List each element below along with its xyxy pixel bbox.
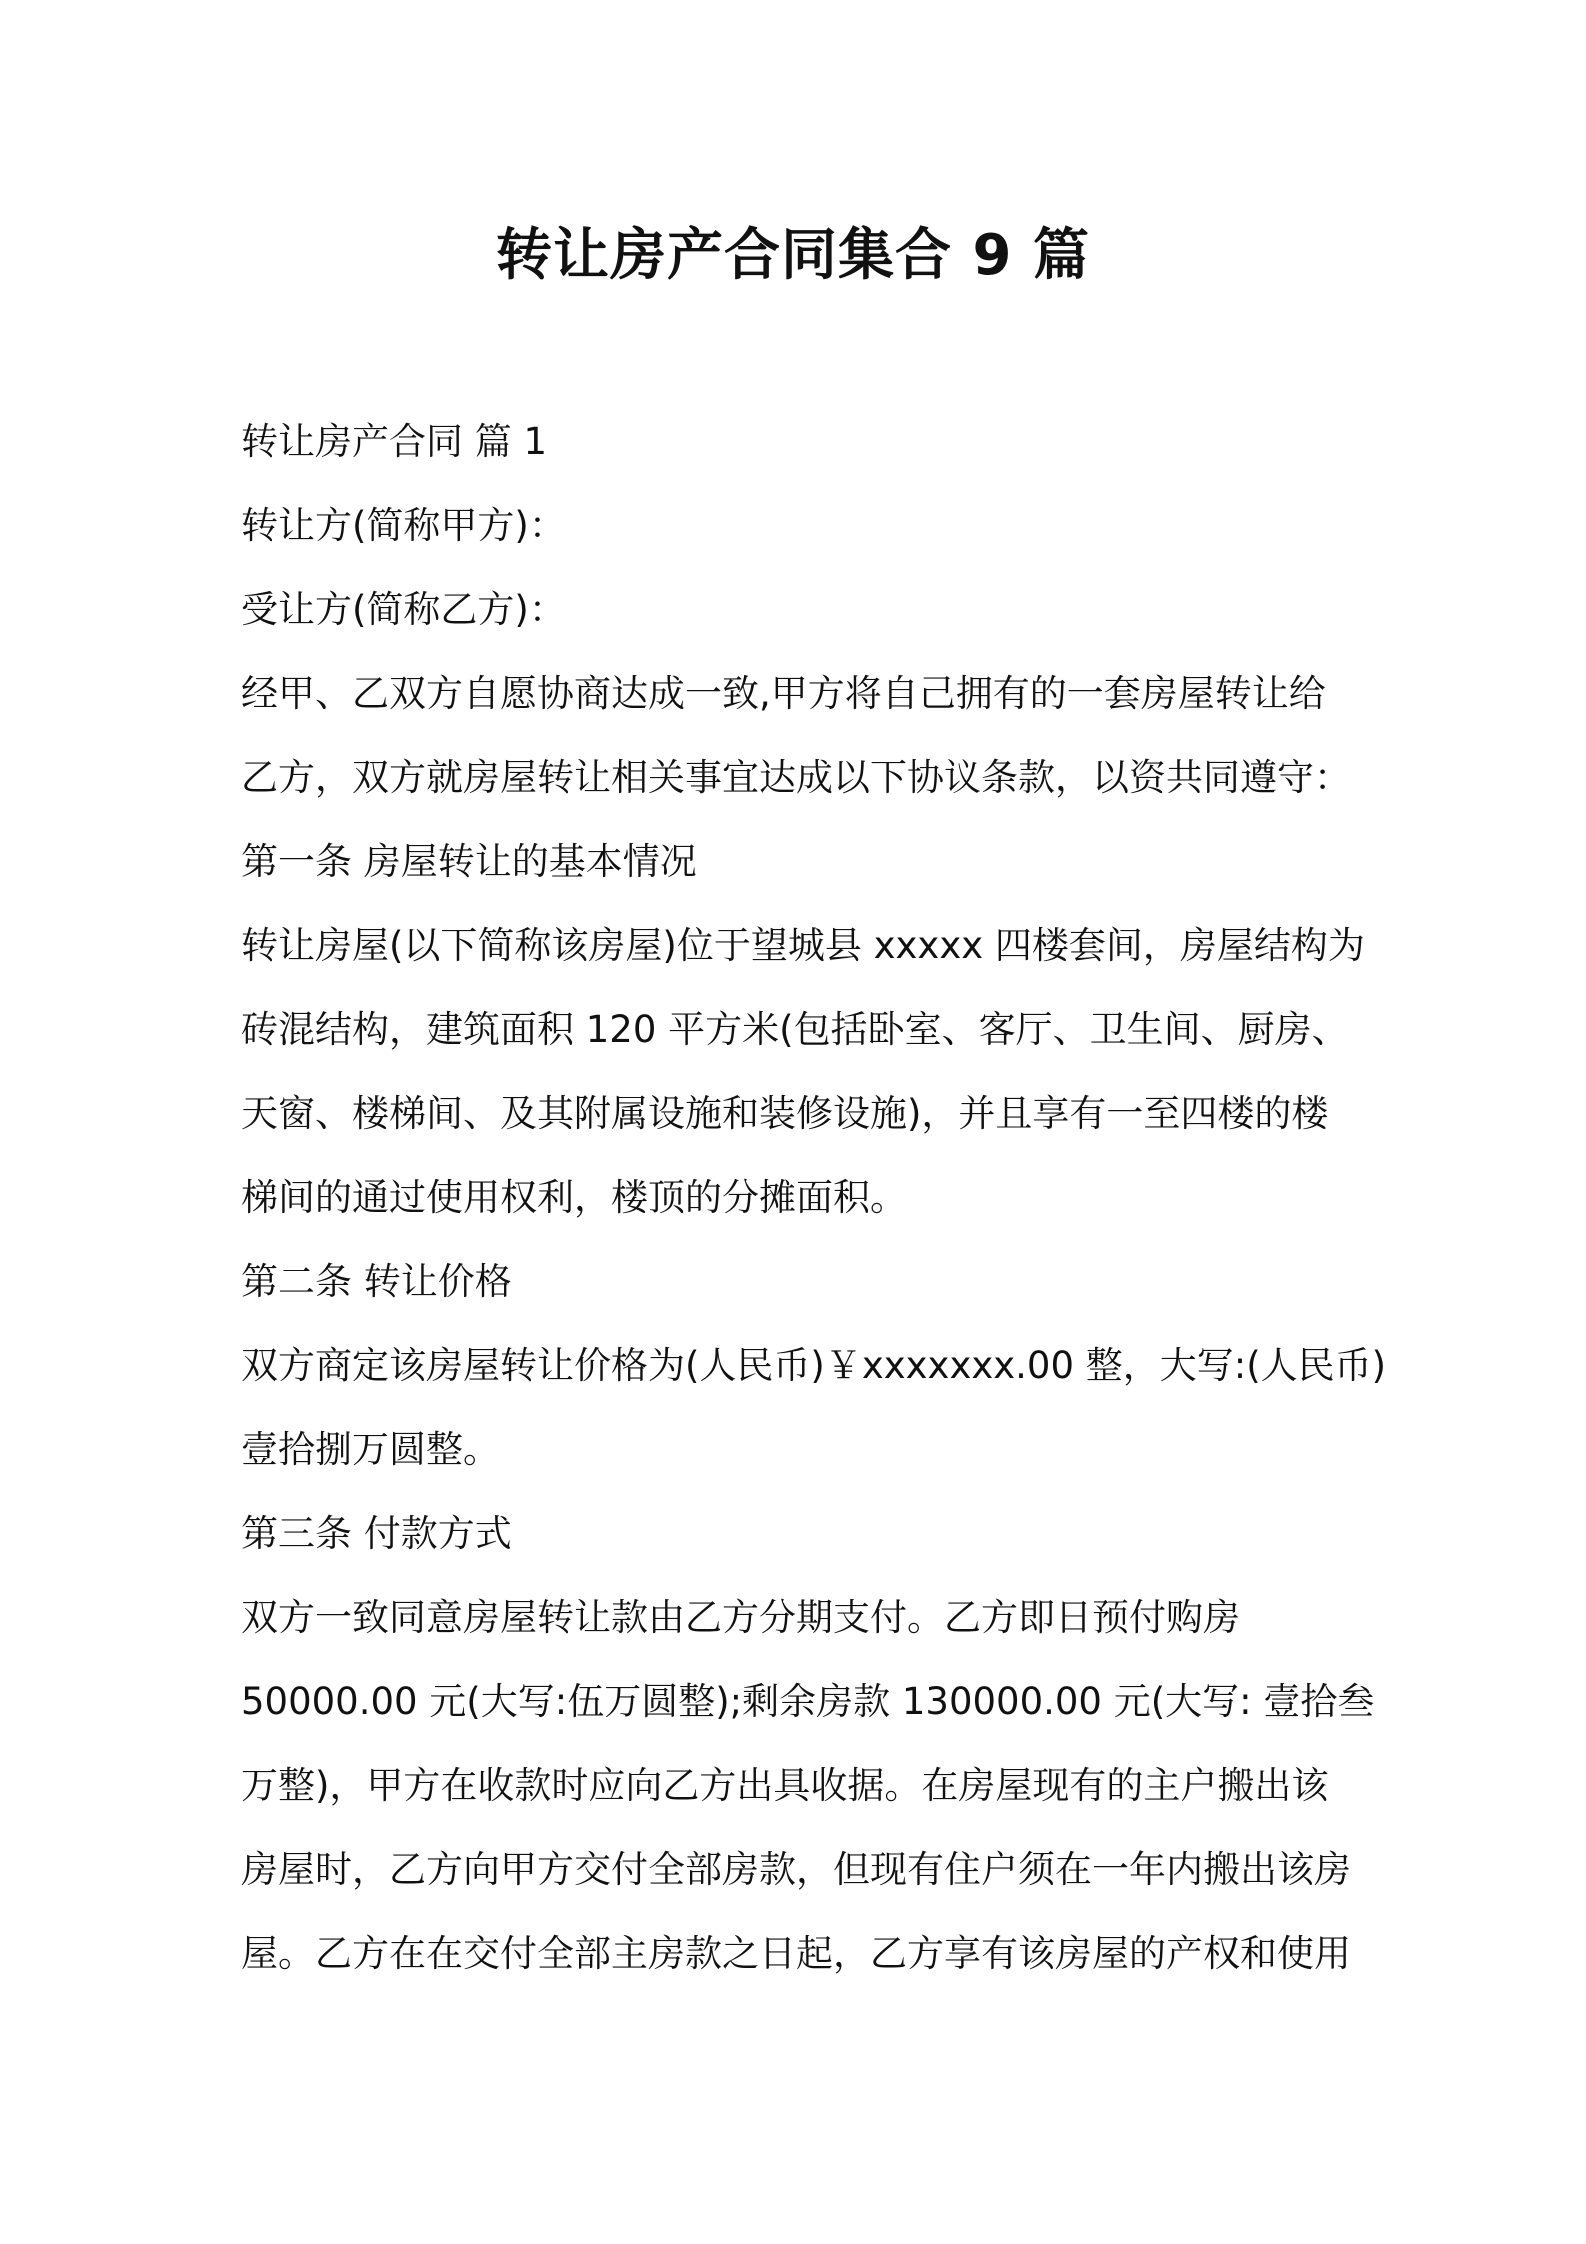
paragraph-line: 屋。乙方在在交付全部主房款之日起，乙方享有该房屋的产权和使用 — [241, 1932, 1351, 1975]
document-title: 转让房产合同集合 9 篇 — [496, 223, 1090, 288]
paragraph-line: 转让房屋(以下简称该房屋)位于望城县 xxxxx 四楼套间，房屋结构为 — [241, 924, 1365, 967]
paragraph-line: 壹拾捌万圆整。 — [241, 1428, 500, 1471]
paragraph-line: 万整)，甲方在收款时应向乙方出具收据。在房屋现有的主户搬出该 — [241, 1764, 1329, 1807]
section-heading: 转让房产合同 篇 1 — [241, 420, 548, 463]
paragraph-line: 乙方，双方就房屋转让相关事宜达成以下协议条款，以资共同遵守： — [241, 756, 1351, 799]
party-b-line: 受让方(简称乙方)： — [241, 588, 566, 631]
party-a-line: 转让方(简称甲方)： — [241, 504, 566, 547]
paragraph-line: 房屋时，乙方向甲方交付全部房款，但现有住户须在一年内搬出该房 — [241, 1848, 1351, 1891]
article-heading: 第三条 付款方式 — [241, 1512, 512, 1555]
document-body — [241, 400, 1387, 1996]
paragraph-line: 50000.00 元(大写:伍万圆整);剩余房款 130000.00 元(大写: 壹拾叁 — [241, 1680, 1375, 1723]
paragraph-line: 砖混结构，建筑面积 120 平方米(包括卧室、客厅、卫生间、厨房、 — [241, 1008, 1349, 1051]
paragraph-line: 双方商定该房屋转让价格为(人民币)￥xxxxxxx.00 整，大写:(人民币) — [241, 1344, 1387, 1387]
paragraph-line: 双方一致同意房屋转让款由乙方分期支付。乙方即日预付购房 — [241, 1596, 1240, 1639]
paragraph-line: 天窗、楼梯间、及其附属设施和装修设施)，并且享有一至四楼的楼 — [241, 1092, 1329, 1135]
article-heading: 第一条 房屋转让的基本情况 — [241, 840, 697, 883]
paragraph-line: 梯间的通过使用权利，楼顶的分摊面积。 — [241, 1176, 907, 1219]
article-heading: 第二条 转让价格 — [241, 1260, 512, 1303]
paragraph-line: 经甲、乙双方自愿协商达成一致,甲方将自己拥有的一套房屋转让给 — [241, 672, 1326, 715]
